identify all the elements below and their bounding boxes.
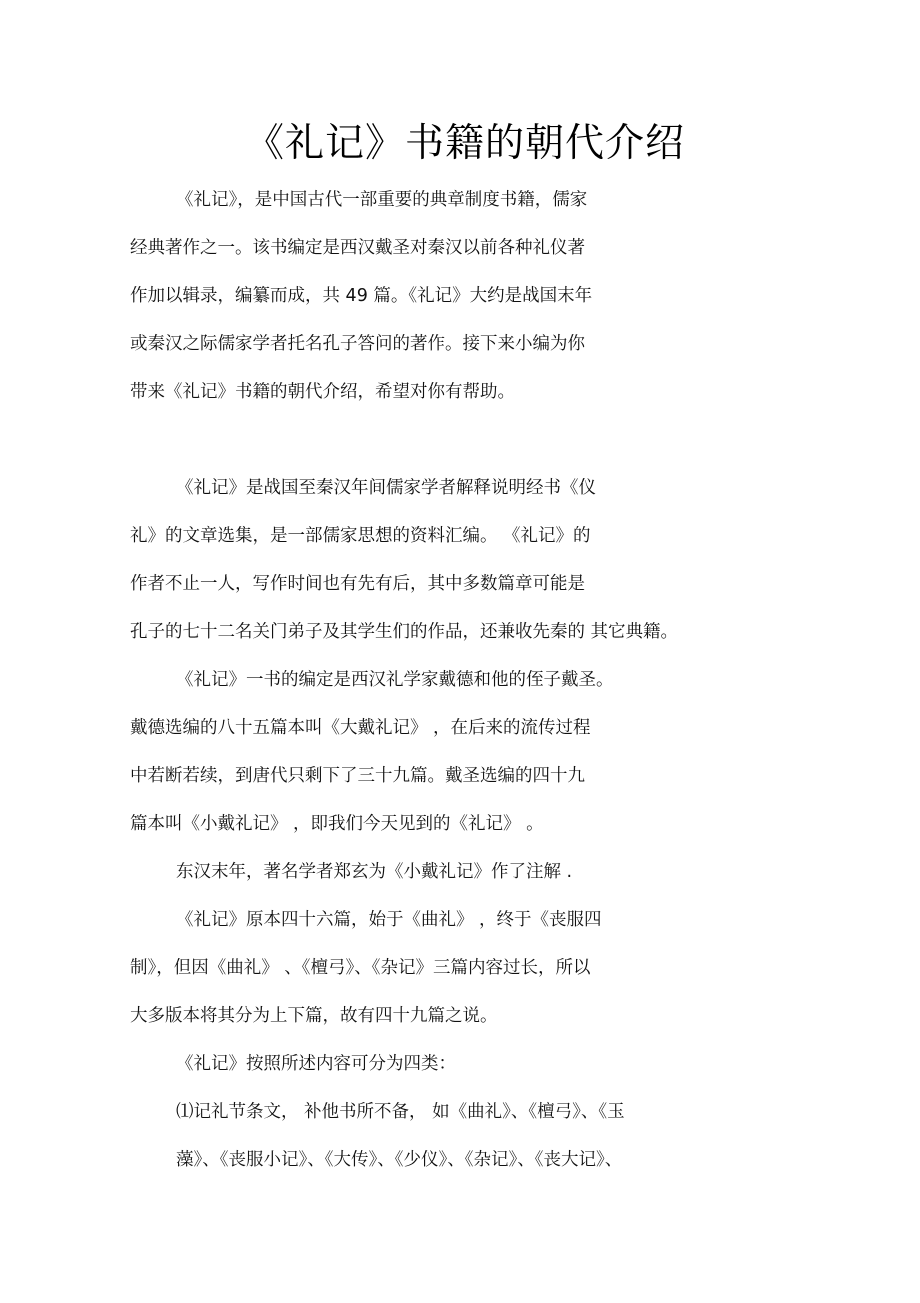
text-line: 经典著作之一。该书编定是西汉戴圣对秦汉以前各种礼仪著 bbox=[130, 238, 585, 258]
text-line: 戴德选编的八十五篇本叫《大戴礼记》 ，在后来的流传过程 bbox=[130, 718, 591, 738]
text-line: ⑴记礼节条文， 补他书所不备， 如《曲礼》、《檀弓》、《玉 bbox=[176, 1102, 625, 1122]
text-line: 《礼记》是战国至秦汉年间儒家学者解释说明经书《仪 bbox=[176, 478, 596, 498]
text-line bbox=[130, 426, 830, 474]
text-line: 制》，但因《曲礼》 、《檀弓》、《杂记》三篇内容过长，所以 bbox=[130, 958, 591, 978]
text-line: 作者不止一人，写作时间也有先有后，其中多数篇章可能是 bbox=[130, 574, 585, 594]
text-line: 东汉末年，著名学者郑玄为《小戴礼记》作了注解 . bbox=[176, 862, 573, 882]
text-line: 藻》、《丧服小记》、《大传》、《少仪》、《杂记》、《丧大记》、 bbox=[176, 1150, 623, 1170]
document-title: 《礼记》书籍的朝代介绍 bbox=[244, 121, 685, 166]
text-line: 《礼记》一书的编定是西汉礼学家戴德和他的侄子戴圣。 bbox=[176, 670, 614, 690]
text-line: 《礼记》，是中国古代一部重要的典章制度书籍，儒家 bbox=[176, 190, 588, 210]
text-line: 《礼记》按照所述内容可分为四类： bbox=[176, 1054, 456, 1074]
text-line: 《礼记》原本四十六篇，始于《曲礼》 ，终于《丧服四 bbox=[176, 910, 602, 930]
text-line: 大多版本将其分为上下篇，故有四十九篇之说。 bbox=[130, 1006, 498, 1026]
text-line: 或秦汉之际儒家学者托名孔子答问的著作。接下来小编为你 bbox=[130, 334, 585, 354]
text-line: 礼》的文章选集，是一部儒家思想的资料汇编。 《礼记》的 bbox=[130, 526, 591, 546]
text-line: 中若断若续，到唐代只剩下了三十九篇。戴圣选编的四十九 bbox=[130, 766, 585, 786]
text-line: 带来《礼记》书籍的朝代介绍，希望对你有帮助。 bbox=[130, 382, 515, 402]
text-line: 作加以辑录，编纂而成，共 49 篇。《礼记》大约是战国末年 bbox=[130, 286, 593, 306]
document-body bbox=[130, 186, 830, 1194]
text-line: 篇本叫《小戴礼记》 ，即我们今天见到的《礼记》 。 bbox=[130, 814, 544, 834]
text-line: 孔子的七十二名关门弟子及其学生们的作品，还兼收先秦的 其它典籍。 bbox=[130, 622, 679, 642]
